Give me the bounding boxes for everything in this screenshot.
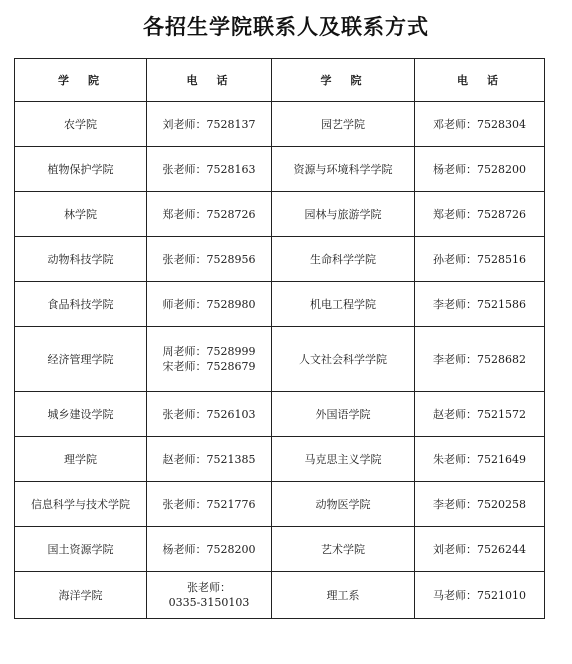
college-name-cell: 食品科技学院 bbox=[15, 282, 147, 327]
table-row bbox=[15, 192, 545, 237]
phone-cell bbox=[147, 392, 272, 437]
table-row bbox=[15, 527, 545, 572]
table-header-row bbox=[15, 59, 545, 102]
college-name-cell: 马克思主义学院 bbox=[272, 437, 415, 482]
contacts-table bbox=[14, 58, 545, 619]
phone-cell bbox=[147, 327, 272, 392]
table-row bbox=[15, 237, 545, 282]
phone-line: 朱老师：7521649 bbox=[433, 452, 526, 466]
college-name-cell: 理工系 bbox=[272, 572, 415, 619]
college-name-cell: 农学院 bbox=[15, 102, 147, 147]
table-row bbox=[15, 482, 545, 527]
table-row bbox=[15, 282, 545, 327]
college-name-cell: 理学院 bbox=[15, 437, 147, 482]
phone-cell bbox=[415, 327, 545, 392]
phone-line: 杨老师：7528200 bbox=[433, 162, 526, 176]
phone-cell bbox=[415, 282, 545, 327]
college-name-cell: 资源与环境科学学院 bbox=[272, 147, 415, 192]
phone-cell bbox=[147, 282, 272, 327]
phone-line: 李老师：7528682 bbox=[433, 352, 526, 366]
phone-line: 张老师：7521776 bbox=[162, 497, 256, 511]
phone-line: 马老师：7521010 bbox=[433, 588, 526, 602]
college-name-cell: 国土资源学院 bbox=[15, 527, 147, 572]
phone-cell bbox=[415, 237, 545, 282]
phone-line: 郑老师：7528726 bbox=[433, 207, 526, 221]
column-header-phone: 电 话 bbox=[415, 59, 545, 102]
phone-cell bbox=[147, 102, 272, 147]
table-row bbox=[15, 572, 545, 619]
college-name-cell: 生命科学学院 bbox=[272, 237, 415, 282]
phone-line: 杨老师：7528200 bbox=[162, 542, 256, 556]
college-name-cell: 海洋学院 bbox=[15, 572, 147, 619]
phone-cell bbox=[147, 527, 272, 572]
phone-line: 张老师： bbox=[187, 581, 231, 594]
phone-cell bbox=[147, 572, 272, 619]
table-body bbox=[15, 102, 545, 619]
phone-line: 宋老师：7528679 bbox=[162, 360, 256, 373]
phone-line: 孙老师：7528516 bbox=[433, 252, 526, 266]
phone-line: 郑老师：7528726 bbox=[162, 207, 256, 221]
phone-line: 刘老师：7526244 bbox=[433, 542, 526, 556]
phone-line: 邓老师：7528304 bbox=[433, 117, 526, 131]
table-row bbox=[15, 327, 545, 392]
table-row bbox=[15, 147, 545, 192]
phone-cell bbox=[147, 237, 272, 282]
phone-cell bbox=[415, 392, 545, 437]
table-row bbox=[15, 392, 545, 437]
phone-cell bbox=[415, 102, 545, 147]
phone-line: 张老师：7526103 bbox=[162, 407, 256, 421]
college-name-cell: 植物保护学院 bbox=[15, 147, 147, 192]
phone-cell bbox=[147, 437, 272, 482]
phone-line: 周老师：7528999 bbox=[162, 345, 256, 358]
college-name-cell: 林学院 bbox=[15, 192, 147, 237]
page-title: 各招生学院联系人及联系方式 bbox=[143, 15, 429, 39]
college-name-cell: 动物医学院 bbox=[272, 482, 415, 527]
college-name-cell: 机电工程学院 bbox=[272, 282, 415, 327]
phone-line: 师老师：7528980 bbox=[162, 297, 256, 311]
phone-line: 0335-3150103 bbox=[168, 596, 250, 609]
phone-cell bbox=[415, 527, 545, 572]
phone-cell bbox=[415, 147, 545, 192]
college-name-cell: 园艺学院 bbox=[272, 102, 415, 147]
college-name-cell: 信息科学与技术学院 bbox=[15, 482, 147, 527]
college-name-cell: 外国语学院 bbox=[272, 392, 415, 437]
table-row bbox=[15, 437, 545, 482]
phone-cell bbox=[415, 572, 545, 619]
college-name-cell: 园林与旅游学院 bbox=[272, 192, 415, 237]
phone-line: 张老师：7528163 bbox=[162, 162, 256, 176]
column-header-phone: 电 话 bbox=[147, 59, 272, 102]
phone-line: 李老师：7520258 bbox=[433, 497, 526, 511]
college-name-cell: 动物科技学院 bbox=[15, 237, 147, 282]
phone-line: 张老师：7528956 bbox=[162, 252, 256, 266]
phone-cell bbox=[415, 482, 545, 527]
column-header-college: 学 院 bbox=[272, 59, 415, 102]
college-name-cell: 人文社会科学学院 bbox=[272, 327, 415, 392]
phone-cell bbox=[415, 192, 545, 237]
phone-cell bbox=[147, 482, 272, 527]
college-name-cell: 艺术学院 bbox=[272, 527, 415, 572]
table-row bbox=[15, 102, 545, 147]
college-name-cell: 城乡建设学院 bbox=[15, 392, 147, 437]
phone-line: 赵老师：7521572 bbox=[433, 407, 526, 421]
phone-cell bbox=[415, 437, 545, 482]
phone-line: 赵老师：7521385 bbox=[162, 452, 256, 466]
phone-cell bbox=[147, 147, 272, 192]
column-header-college: 学 院 bbox=[15, 59, 147, 102]
phone-line: 李老师：7521586 bbox=[433, 297, 526, 311]
phone-line: 刘老师：7528137 bbox=[162, 117, 256, 131]
phone-cell bbox=[147, 192, 272, 237]
college-name-cell: 经济管理学院 bbox=[15, 327, 147, 392]
